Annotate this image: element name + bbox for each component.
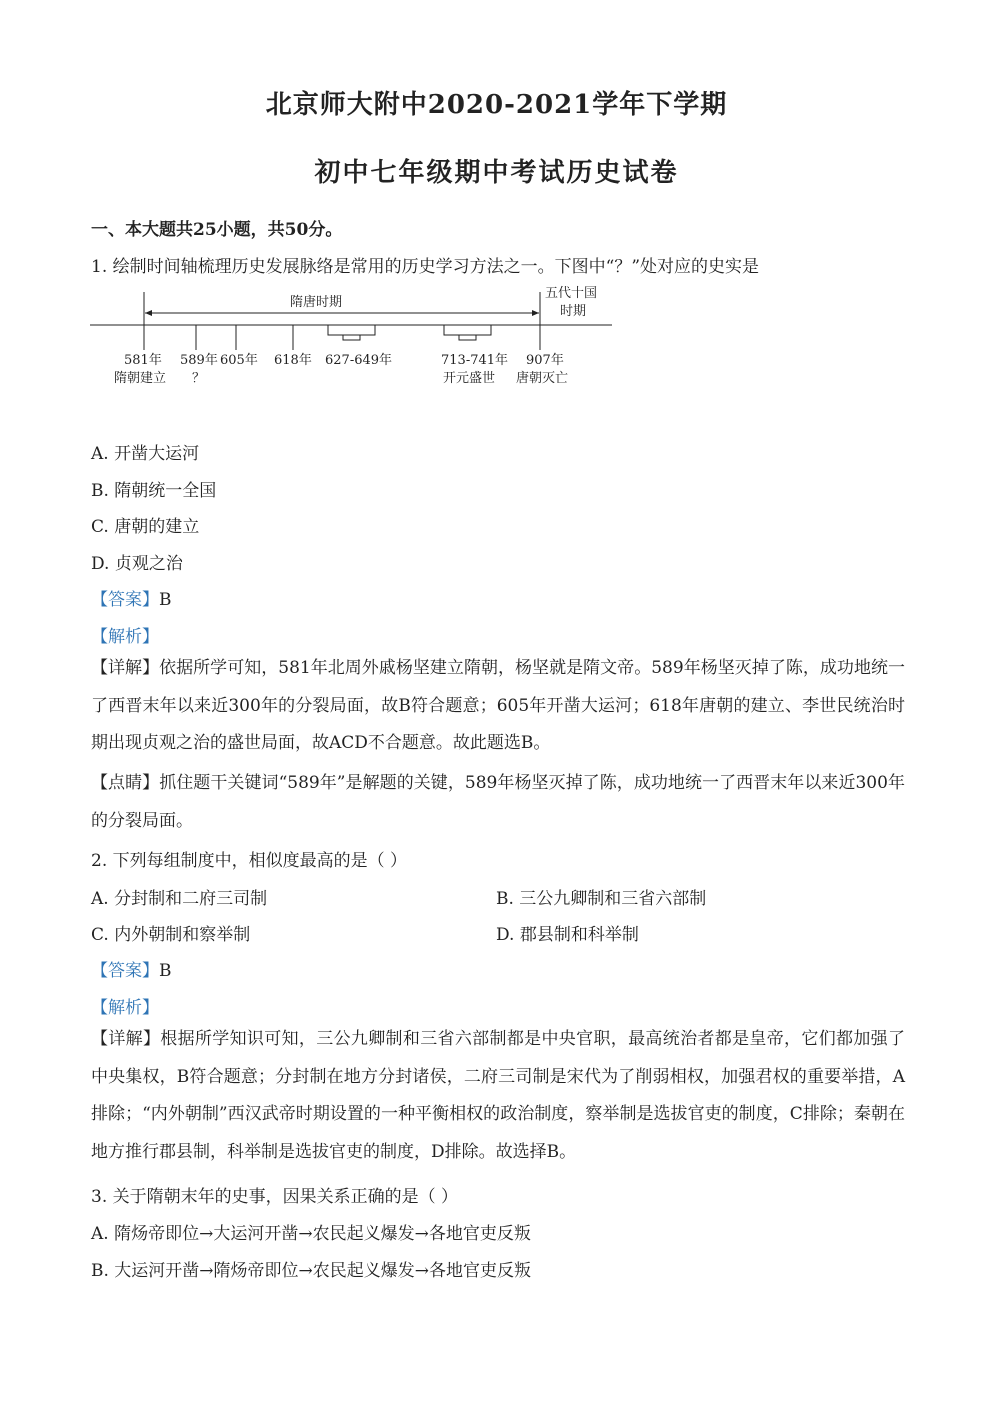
q1-tip: 【点睛】抓住题干关键词“589年”是解题的关键，589年杨坚灭掉了陈，成功地统一了西晋末年以来近300年的分裂局面。: [91, 773, 905, 831]
year-907: 907年: [526, 353, 564, 368]
q2-option-c: C. 内外朝制和察举制: [91, 925, 251, 945]
q2-option-d: D. 郡县制和科举制: [496, 925, 639, 945]
year-581: 581年: [124, 353, 162, 368]
q3-stem: 3. 关于隋朝末年的史事，因果关系正确的是（ ）: [91, 1187, 459, 1207]
period-arrow-left: [145, 310, 152, 316]
q1-stem: 1. 绘制时间轴梳理历史发展脉络是常用的历史学习方法之一。下图中“？”处对应的史实是: [91, 257, 760, 277]
q2-detail: 【详解】根据所学知识可知，三公九卿制和三省六部制都是中央官职，最高统治者都是皇帝，它们都加强了中央集权，B符合题意；分封制在地方分封诸侯，二府三司制是宋代为了削弱相权，加强君权的重要举措，A排除；“内外朝制”西汉武帝时期设置的一种平衡相权的政治制度，察举制是选拔官吏的制度，C排除；秦朝在地方推行郡县制，科举制是选拔官吏的制度，D排除。故选择B。: [91, 1029, 905, 1162]
q1-option-b: B. 隋朝统一全国: [91, 481, 217, 501]
period-label-five-dynasties-2: 时期: [560, 304, 587, 319]
q2-stem: 2. 下列每组制度中，相似度最高的是（ ）: [91, 851, 408, 871]
answer-value: B: [159, 590, 172, 610]
q2-option-a: A. 分封制和二府三司制: [91, 889, 268, 909]
q1-option-c: C. 唐朝的建立: [91, 517, 200, 537]
period-label-sui-tang: 隋唐时期: [290, 295, 343, 310]
q1-option-a: A. 开凿大运河: [91, 444, 200, 464]
q1-detail: 【详解】依据所学可知，581年北周外戚杨坚建立隋朝，杨坚就是隋文帝。589年杨坚灭掉了陈，成功地统一了西晋末年以来近300年的分裂局面，故B符合题意；605年开凿大运河；618年唐朝的建立、李世民统治时期出现贞观之治的盛世局面，故ACD不合题意。故此题选B。: [91, 658, 905, 753]
period-arrow-right: [532, 310, 539, 316]
answer-tag: 【答案】: [91, 590, 159, 610]
event-589: ？: [192, 371, 206, 386]
section-heading: 一、本大题共25小题，共50分。: [91, 220, 343, 240]
exam-title: 北京师大附中2020-2021学年下学期: [265, 90, 728, 120]
q3-option-b: B. 大运河开凿→隋炀帝即位→农民起义爆发→各地官吏反叛: [91, 1261, 532, 1281]
answer-tag: 【答案】: [91, 961, 159, 981]
answer-value: B: [159, 961, 172, 981]
year-713-741: 713-741年: [441, 353, 509, 368]
q2-answer: [91, 956, 172, 981]
brace-627-649: [328, 325, 375, 340]
year-627-649: 627-649年: [325, 353, 393, 368]
year-618: 618年: [274, 353, 312, 368]
q2-option-b: B. 三公九卿制和三省六部制: [496, 889, 707, 909]
q2-analysis-tag: 【解析】: [91, 998, 159, 1018]
exam-subtitle: 初中七年级期中考试历史试卷: [314, 158, 679, 188]
q1-analysis-tag: 【解析】: [91, 627, 159, 647]
event-713-741: 开元盛世: [443, 371, 496, 386]
brace-713-741: [444, 325, 491, 340]
event-581: 隋朝建立: [114, 371, 167, 386]
period-label-five-dynasties-1: 五代十国: [545, 286, 598, 301]
q1-answer: [91, 585, 172, 610]
event-907: 唐朝灭亡: [516, 371, 569, 386]
q1-option-d: D. 贞观之治: [91, 554, 183, 574]
year-605: 605年: [220, 353, 258, 368]
q3-option-a: A. 隋炀帝即位→大运河开凿→农民起义爆发→各地官吏反叛: [91, 1224, 531, 1244]
year-589: 589年: [180, 353, 218, 368]
q1-timeline: [88, 282, 618, 387]
